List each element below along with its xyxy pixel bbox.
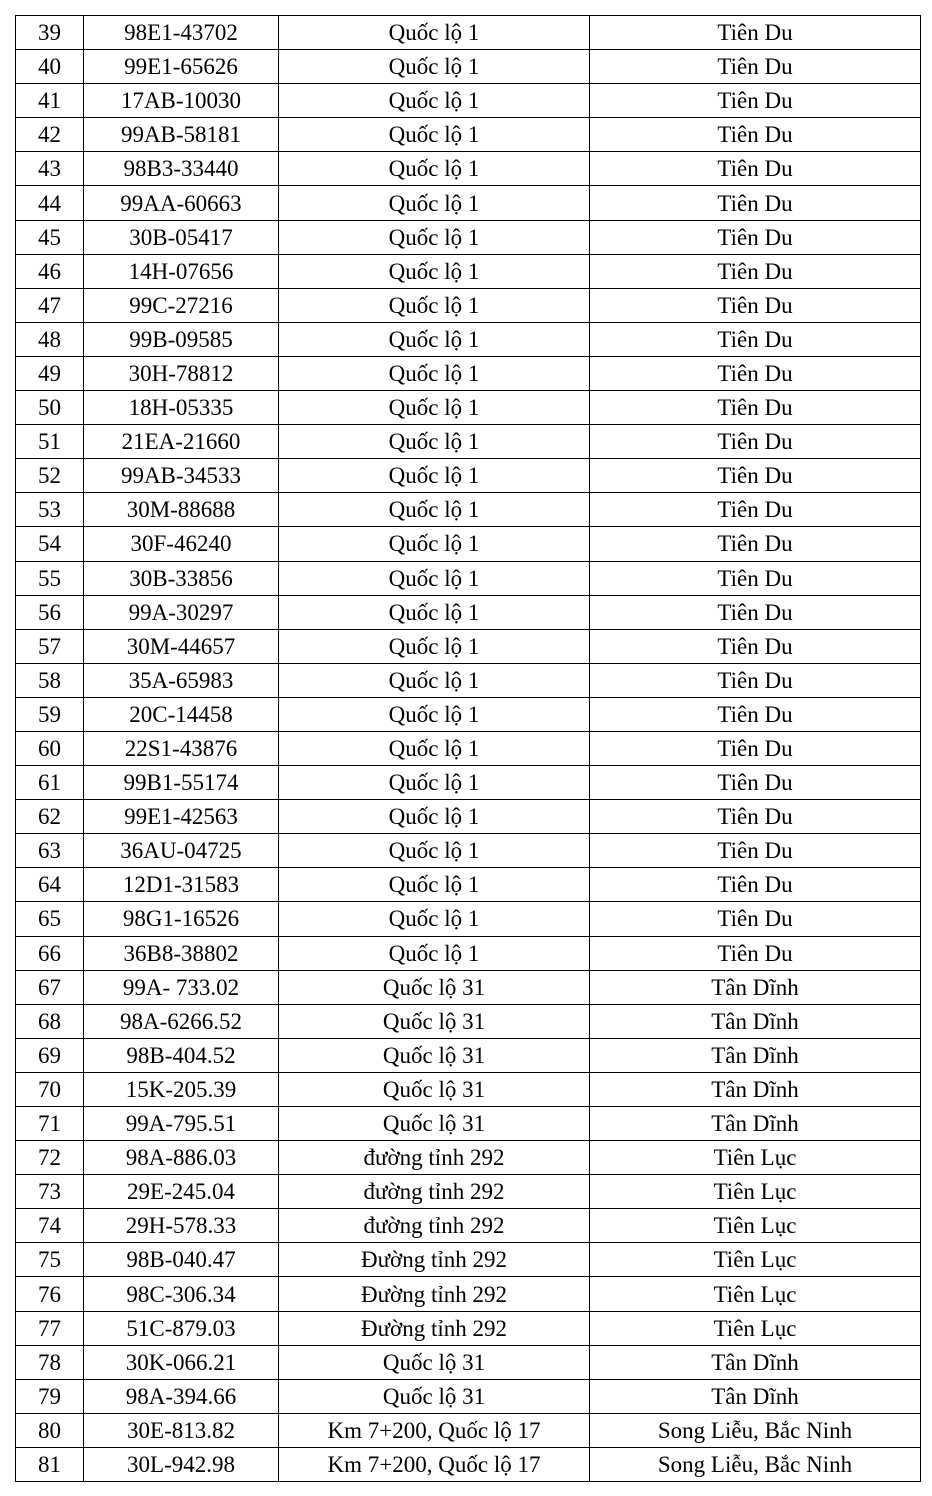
license-plate-cell: 98E1-43702: [84, 16, 279, 50]
location-cell: Tiên Du: [590, 50, 921, 84]
road-cell: đường tỉnh 292: [279, 1209, 590, 1243]
license-plate-cell: 99A-795.51: [84, 1107, 279, 1141]
row-number-cell: 53: [16, 493, 84, 527]
table-row: [16, 391, 921, 425]
license-plate-cell: 30H-78812: [84, 356, 279, 390]
license-plate-cell: 22S1-43876: [84, 731, 279, 765]
row-number-cell: 68: [16, 1004, 84, 1038]
row-number-cell: 55: [16, 561, 84, 595]
row-number-cell: 80: [16, 1413, 84, 1447]
license-plate-cell: 98B3-33440: [84, 152, 279, 186]
road-cell: Quốc lộ 1: [279, 186, 590, 220]
table-row: [16, 1175, 921, 1209]
row-number-cell: 62: [16, 800, 84, 834]
road-cell: Km 7+200, Quốc lộ 17: [279, 1413, 590, 1447]
license-plate-cell: 98A-394.66: [84, 1379, 279, 1413]
road-cell: Quốc lộ 31: [279, 1072, 590, 1106]
table-row: [16, 1141, 921, 1175]
table-row: [16, 629, 921, 663]
road-cell: Quốc lộ 1: [279, 254, 590, 288]
row-number-cell: 46: [16, 254, 84, 288]
road-cell: Quốc lộ 1: [279, 50, 590, 84]
row-number-cell: 40: [16, 50, 84, 84]
row-number-cell: 48: [16, 322, 84, 356]
table-row: [16, 220, 921, 254]
road-cell: Quốc lộ 1: [279, 697, 590, 731]
location-cell: Tiên Du: [590, 697, 921, 731]
table-row: [16, 1243, 921, 1277]
row-number-cell: 67: [16, 970, 84, 1004]
table-row: [16, 84, 921, 118]
location-cell: Tiên Du: [590, 152, 921, 186]
row-number-cell: 51: [16, 425, 84, 459]
table-row: [16, 425, 921, 459]
table-row: [16, 1072, 921, 1106]
row-number-cell: 39: [16, 16, 84, 50]
license-plate-cell: 20C-14458: [84, 697, 279, 731]
license-plate-cell: 30M-44657: [84, 629, 279, 663]
location-cell: Tiên Du: [590, 731, 921, 765]
license-plate-cell: 98B-404.52: [84, 1038, 279, 1072]
license-plate-cell: 29E-245.04: [84, 1175, 279, 1209]
license-plate-cell: 17AB-10030: [84, 84, 279, 118]
location-cell: Tân Dĩnh: [590, 1107, 921, 1141]
location-cell: Tiên Du: [590, 84, 921, 118]
license-plate-cell: 99C-27216: [84, 288, 279, 322]
row-number-cell: 50: [16, 391, 84, 425]
road-cell: Quốc lộ 1: [279, 561, 590, 595]
table-row: [16, 800, 921, 834]
license-plate-cell: 30K-066.21: [84, 1345, 279, 1379]
location-cell: Tân Dĩnh: [590, 1379, 921, 1413]
row-number-cell: 57: [16, 629, 84, 663]
license-plate-cell: 99A-30297: [84, 595, 279, 629]
row-number-cell: 81: [16, 1447, 84, 1481]
row-number-cell: 47: [16, 288, 84, 322]
table-row: [16, 186, 921, 220]
table-row: [16, 1311, 921, 1345]
row-number-cell: 66: [16, 936, 84, 970]
license-plate-cell: 99AA-60663: [84, 186, 279, 220]
location-cell: Tiên Lục: [590, 1277, 921, 1311]
license-plate-cell: 51C-879.03: [84, 1311, 279, 1345]
row-number-cell: 49: [16, 356, 84, 390]
license-plate-cell: 98G1-16526: [84, 902, 279, 936]
road-cell: Quốc lộ 1: [279, 118, 590, 152]
location-cell: Tiên Du: [590, 868, 921, 902]
road-cell: Đường tỉnh 292: [279, 1243, 590, 1277]
table-row: [16, 1413, 921, 1447]
license-plate-cell: 21EA-21660: [84, 425, 279, 459]
location-cell: Tiên Du: [590, 766, 921, 800]
row-number-cell: 65: [16, 902, 84, 936]
location-cell: Tiên Du: [590, 936, 921, 970]
location-cell: Tiên Du: [590, 391, 921, 425]
license-plate-cell: 98A-886.03: [84, 1141, 279, 1175]
location-cell: Tiên Du: [590, 595, 921, 629]
row-number-cell: 69: [16, 1038, 84, 1072]
license-plate-cell: 99AB-58181: [84, 118, 279, 152]
road-cell: Quốc lộ 31: [279, 970, 590, 1004]
row-number-cell: 73: [16, 1175, 84, 1209]
table-row: [16, 493, 921, 527]
license-plate-cell: 98B-040.47: [84, 1243, 279, 1277]
row-number-cell: 52: [16, 459, 84, 493]
table-row: [16, 1277, 921, 1311]
road-cell: Quốc lộ 1: [279, 288, 590, 322]
table-row: [16, 595, 921, 629]
location-cell: Tiên Lục: [590, 1175, 921, 1209]
table-row: [16, 16, 921, 50]
table-row: [16, 561, 921, 595]
location-cell: Tân Dĩnh: [590, 1038, 921, 1072]
table-row: [16, 970, 921, 1004]
row-number-cell: 70: [16, 1072, 84, 1106]
road-cell: Quốc lộ 1: [279, 766, 590, 800]
road-cell: Quốc lộ 1: [279, 84, 590, 118]
table-row: [16, 697, 921, 731]
license-plate-cell: 99A- 733.02: [84, 970, 279, 1004]
license-plate-cell: 29H-578.33: [84, 1209, 279, 1243]
row-number-cell: 64: [16, 868, 84, 902]
table-row: [16, 527, 921, 561]
table-row: [16, 766, 921, 800]
road-cell: Quốc lộ 1: [279, 595, 590, 629]
license-plate-cell: 14H-07656: [84, 254, 279, 288]
license-plate-cell: 18H-05335: [84, 391, 279, 425]
license-plate-cell: 30L-942.98: [84, 1447, 279, 1481]
row-number-cell: 77: [16, 1311, 84, 1345]
license-plate-cell: 30B-05417: [84, 220, 279, 254]
road-cell: Quốc lộ 1: [279, 731, 590, 765]
road-cell: Quốc lộ 1: [279, 868, 590, 902]
license-plate-cell: 98A-6266.52: [84, 1004, 279, 1038]
location-cell: Tiên Du: [590, 254, 921, 288]
row-number-cell: 60: [16, 731, 84, 765]
license-plate-cell: 15K-205.39: [84, 1072, 279, 1106]
location-cell: Tiên Du: [590, 118, 921, 152]
row-number-cell: 44: [16, 186, 84, 220]
license-plate-cell: 99E1-65626: [84, 50, 279, 84]
location-cell: Tiên Du: [590, 425, 921, 459]
location-cell: Tiên Lục: [590, 1141, 921, 1175]
table-row: [16, 288, 921, 322]
license-plate-cell: 35A-65983: [84, 663, 279, 697]
table-row: [16, 50, 921, 84]
road-cell: Quốc lộ 1: [279, 152, 590, 186]
row-number-cell: 56: [16, 595, 84, 629]
row-number-cell: 78: [16, 1345, 84, 1379]
license-plate-cell: 98C-306.34: [84, 1277, 279, 1311]
location-cell: Tiên Du: [590, 459, 921, 493]
road-cell: Quốc lộ 1: [279, 527, 590, 561]
road-cell: đường tỉnh 292: [279, 1141, 590, 1175]
road-cell: Đường tỉnh 292: [279, 1311, 590, 1345]
road-cell: đường tỉnh 292: [279, 1175, 590, 1209]
location-cell: Tiên Du: [590, 186, 921, 220]
table-row: [16, 834, 921, 868]
row-number-cell: 63: [16, 834, 84, 868]
table-row: [16, 254, 921, 288]
table-row: [16, 356, 921, 390]
license-plate-cell: 30M-88688: [84, 493, 279, 527]
location-cell: Tiên Lục: [590, 1209, 921, 1243]
location-cell: Tiên Du: [590, 629, 921, 663]
table-row: [16, 322, 921, 356]
license-plate-cell: 36B8-38802: [84, 936, 279, 970]
table-row: [16, 459, 921, 493]
location-cell: Tiên Du: [590, 288, 921, 322]
road-cell: Quốc lộ 1: [279, 425, 590, 459]
road-cell: Đường tỉnh 292: [279, 1277, 590, 1311]
row-number-cell: 61: [16, 766, 84, 800]
location-cell: Tiên Du: [590, 834, 921, 868]
table-row: [16, 1107, 921, 1141]
location-cell: Tiên Du: [590, 493, 921, 527]
location-cell: Tiên Du: [590, 356, 921, 390]
location-cell: Song Liễu, Bắc Ninh: [590, 1447, 921, 1481]
table-body: [16, 16, 921, 1482]
table-row: [16, 902, 921, 936]
row-number-cell: 59: [16, 697, 84, 731]
row-number-cell: 75: [16, 1243, 84, 1277]
location-cell: Tân Dĩnh: [590, 1072, 921, 1106]
table-row: [16, 1209, 921, 1243]
table-row: [16, 663, 921, 697]
license-plate-cell: 30F-46240: [84, 527, 279, 561]
row-number-cell: 74: [16, 1209, 84, 1243]
road-cell: Quốc lộ 1: [279, 663, 590, 697]
row-number-cell: 76: [16, 1277, 84, 1311]
license-plate-cell: 99B-09585: [84, 322, 279, 356]
table-row: [16, 1379, 921, 1413]
road-cell: Quốc lộ 31: [279, 1004, 590, 1038]
location-cell: Tiên Du: [590, 527, 921, 561]
row-number-cell: 41: [16, 84, 84, 118]
license-plate-cell: 30B-33856: [84, 561, 279, 595]
row-number-cell: 71: [16, 1107, 84, 1141]
license-plate-cell: 99AB-34533: [84, 459, 279, 493]
table-row: [16, 1004, 921, 1038]
row-number-cell: 43: [16, 152, 84, 186]
road-cell: Quốc lộ 1: [279, 493, 590, 527]
license-plate-cell: 30E-813.82: [84, 1413, 279, 1447]
location-cell: Tiên Du: [590, 800, 921, 834]
road-cell: Quốc lộ 1: [279, 220, 590, 254]
location-cell: Tiên Du: [590, 322, 921, 356]
location-cell: Tiên Lục: [590, 1243, 921, 1277]
license-plate-cell: 36AU-04725: [84, 834, 279, 868]
row-number-cell: 42: [16, 118, 84, 152]
location-cell: Song Liễu, Bắc Ninh: [590, 1413, 921, 1447]
location-cell: Tiên Du: [590, 561, 921, 595]
road-cell: Quốc lộ 31: [279, 1038, 590, 1072]
location-cell: Tân Dĩnh: [590, 1345, 921, 1379]
road-cell: Quốc lộ 1: [279, 356, 590, 390]
road-cell: Quốc lộ 1: [279, 459, 590, 493]
location-cell: Tiên Lục: [590, 1311, 921, 1345]
vehicle-table: [15, 15, 921, 1482]
road-cell: Quốc lộ 1: [279, 834, 590, 868]
location-cell: Tân Dĩnh: [590, 1004, 921, 1038]
table-row: [16, 1345, 921, 1379]
road-cell: Km 7+200, Quốc lộ 17: [279, 1447, 590, 1481]
road-cell: Quốc lộ 1: [279, 16, 590, 50]
row-number-cell: 72: [16, 1141, 84, 1175]
table-row: [16, 936, 921, 970]
location-cell: Tân Dĩnh: [590, 970, 921, 1004]
road-cell: Quốc lộ 1: [279, 902, 590, 936]
road-cell: Quốc lộ 1: [279, 629, 590, 663]
location-cell: Tiên Du: [590, 902, 921, 936]
row-number-cell: 79: [16, 1379, 84, 1413]
table-row: [16, 731, 921, 765]
location-cell: Tiên Du: [590, 220, 921, 254]
road-cell: Quốc lộ 1: [279, 800, 590, 834]
table-row: [16, 152, 921, 186]
row-number-cell: 54: [16, 527, 84, 561]
row-number-cell: 45: [16, 220, 84, 254]
road-cell: Quốc lộ 1: [279, 322, 590, 356]
license-plate-cell: 99B1-55174: [84, 766, 279, 800]
row-number-cell: 58: [16, 663, 84, 697]
road-cell: Quốc lộ 1: [279, 936, 590, 970]
table-row: [16, 1038, 921, 1072]
table-row: [16, 1447, 921, 1481]
location-cell: Tiên Du: [590, 16, 921, 50]
road-cell: Quốc lộ 31: [279, 1345, 590, 1379]
road-cell: Quốc lộ 1: [279, 391, 590, 425]
license-plate-cell: 12D1-31583: [84, 868, 279, 902]
license-plate-cell: 99E1-42563: [84, 800, 279, 834]
road-cell: Quốc lộ 31: [279, 1107, 590, 1141]
road-cell: Quốc lộ 31: [279, 1379, 590, 1413]
table-row: [16, 118, 921, 152]
location-cell: Tiên Du: [590, 663, 921, 697]
table-row: [16, 868, 921, 902]
